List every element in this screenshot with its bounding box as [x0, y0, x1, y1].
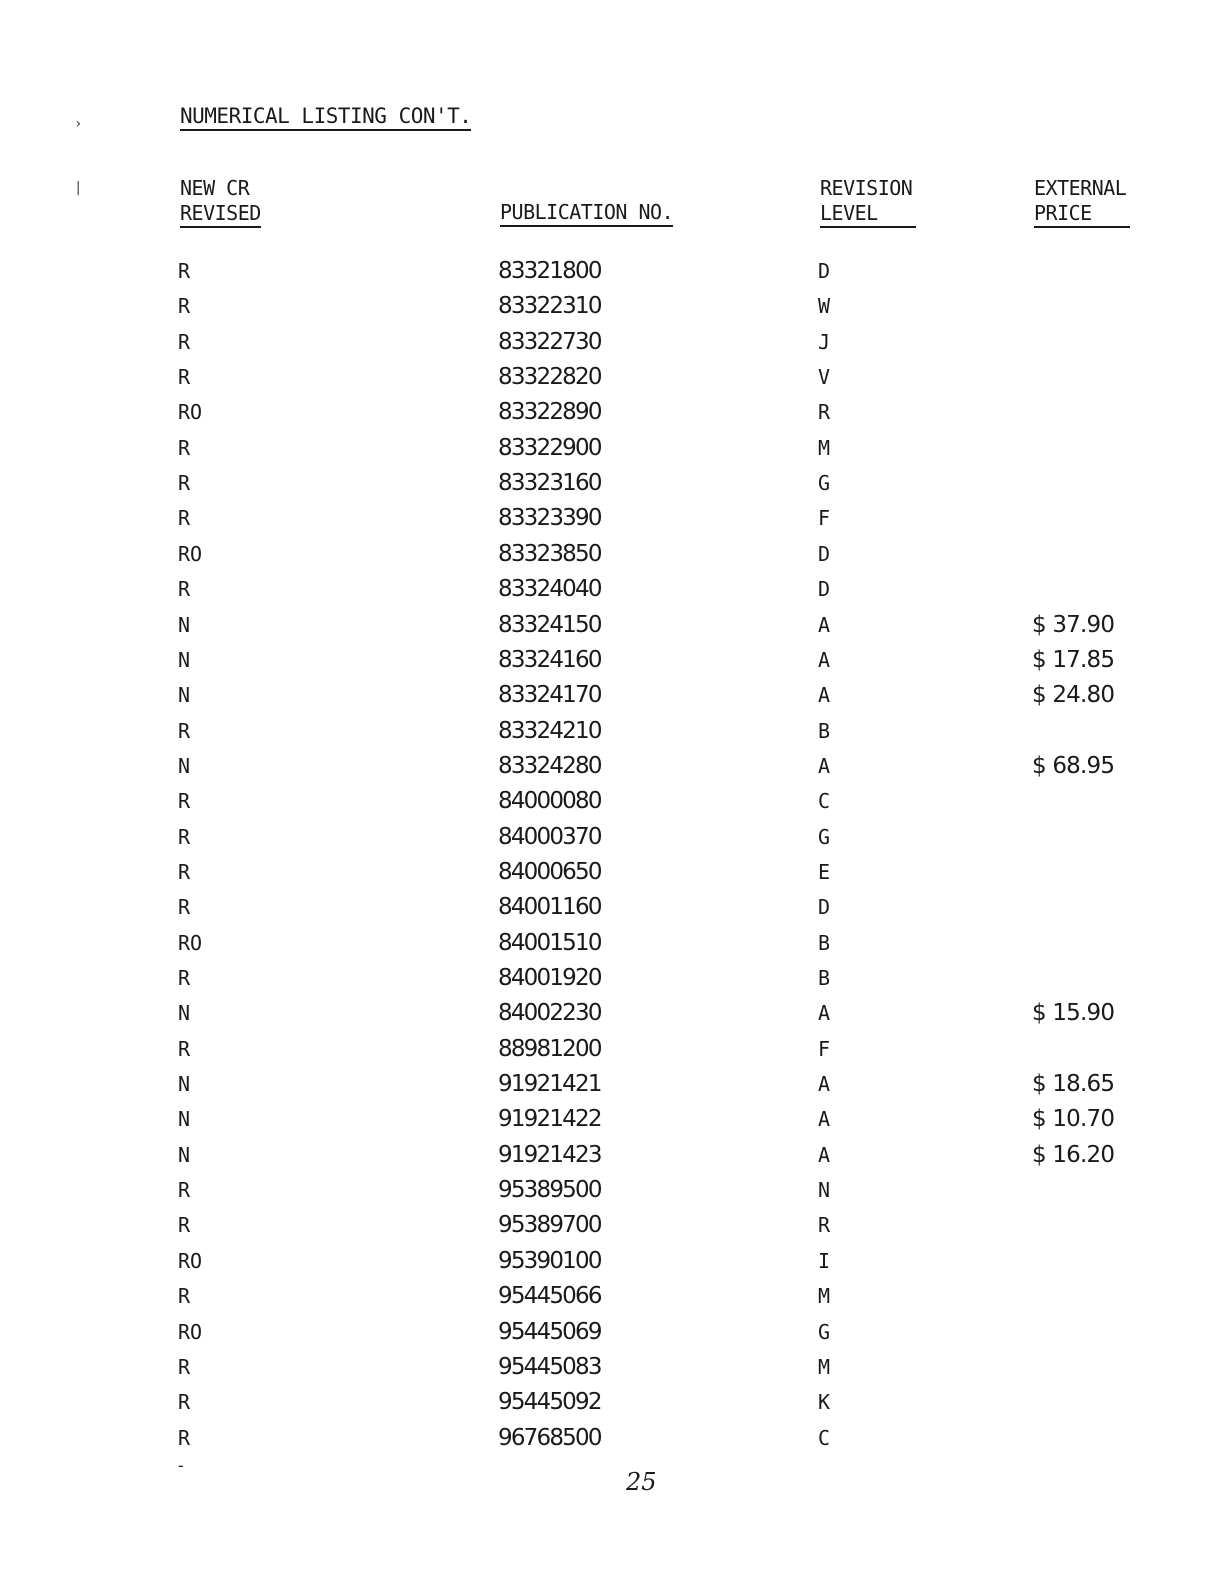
table-row [0, 433, 1224, 468]
revision-level-cell: C [818, 789, 831, 814]
table-row [0, 892, 1224, 927]
revision-level-cell: M [818, 1354, 831, 1379]
external-price-cell: $ 10.70 [1032, 1106, 1115, 1133]
external-price-cell: $ 15.90 [1032, 1000, 1115, 1027]
publication-number-cell: 83322730 [498, 328, 601, 355]
status-cell: R [178, 895, 191, 920]
publication-number-cell: 95445066 [498, 1283, 601, 1310]
publication-number-cell: 83322890 [498, 399, 601, 426]
revision-level-cell: R [818, 1213, 831, 1238]
table-row [0, 327, 1224, 362]
revision-level-cell: K [818, 1390, 831, 1415]
revision-level-cell: A [818, 647, 831, 672]
revision-level-cell: A [818, 1001, 831, 1026]
table-row [0, 468, 1224, 503]
header-text: REVISION [820, 176, 913, 200]
revision-level-cell: A [818, 753, 831, 778]
publication-number-cell: 84000080 [498, 788, 601, 815]
table-row [0, 1140, 1224, 1175]
margin-dash: - [176, 1456, 186, 1475]
header-text: PUBLICATION NO. [500, 200, 673, 227]
publication-number-cell: 83323160 [498, 470, 601, 497]
table-row [0, 998, 1224, 1033]
status-cell: RO [178, 541, 203, 566]
publication-number-cell: 84001920 [498, 965, 601, 991]
status-cell: N [178, 1107, 191, 1132]
status-cell: R [178, 1213, 191, 1238]
header-external-price [1034, 176, 1130, 228]
external-price-cell: $ 18.65 [1032, 1071, 1115, 1098]
publication-number-cell: 95389700 [498, 1212, 601, 1239]
status-cell: N [178, 683, 191, 708]
revision-level-cell: R [818, 400, 831, 425]
revision-level-cell: M [818, 1284, 831, 1309]
status-cell: R [178, 859, 191, 884]
status-cell: R [178, 577, 191, 602]
external-price-cell: $ 16.20 [1032, 1141, 1115, 1168]
table-row [0, 1423, 1224, 1458]
publication-number-cell: 88981200 [498, 1035, 601, 1062]
status-cell: R [178, 329, 191, 354]
status-cell: R [178, 506, 191, 531]
external-price-cell: $ 17.85 [1032, 646, 1115, 673]
revision-level-cell: D [818, 577, 831, 602]
external-price-cell: $ 37.90 [1032, 611, 1115, 638]
publication-number-cell: 83322310 [498, 293, 601, 320]
status-cell: RO [178, 400, 203, 425]
table-row [0, 291, 1224, 326]
publication-number-cell: 83324170 [498, 682, 601, 709]
publication-number-cell: 83321800 [498, 258, 601, 284]
table-row [0, 1175, 1224, 1210]
publication-number-cell: 84001510 [498, 929, 601, 956]
publication-number-cell: 96768500 [498, 1424, 601, 1451]
revision-level-cell: W [818, 294, 831, 319]
revision-level-cell: G [818, 1319, 831, 1344]
status-cell: R [178, 471, 191, 496]
status-cell: R [178, 1178, 191, 1203]
revision-level-cell: F [818, 506, 831, 531]
publication-number-cell: 95445092 [498, 1389, 601, 1416]
table-row [0, 256, 1224, 291]
revision-level-cell: B [818, 930, 831, 955]
page-number: 25 [626, 1468, 657, 1496]
page-title: NUMERICAL LISTING CON'T. [180, 104, 471, 131]
status-cell: N [178, 1001, 191, 1026]
revision-level-cell: F [818, 1036, 831, 1061]
revision-level-cell: M [818, 435, 831, 460]
publication-number-cell: 83323390 [498, 505, 601, 532]
publication-number-cell: 83322820 [498, 364, 601, 391]
revision-level-cell: C [818, 1425, 831, 1450]
status-cell: N [178, 1142, 191, 1167]
publication-number-cell: 84000650 [498, 858, 601, 885]
revision-level-cell: A [818, 1072, 831, 1097]
revision-level-cell: N [818, 1178, 831, 1203]
publication-number-cell: 91921421 [498, 1071, 601, 1098]
status-cell: RO [178, 930, 203, 955]
status-cell: R [178, 259, 191, 283]
publication-number-cell: 83324150 [498, 611, 601, 638]
header-text: NEW CR [180, 176, 250, 200]
revision-level-cell: A [818, 1107, 831, 1132]
status-cell: R [178, 1390, 191, 1415]
status-cell: N [178, 612, 191, 637]
table-row [0, 786, 1224, 821]
publication-number-cell: 91921422 [498, 1106, 601, 1133]
revision-level-cell: D [818, 541, 831, 566]
revision-level-cell: A [818, 1142, 831, 1167]
publication-number-cell: 83324210 [498, 717, 601, 744]
status-cell: R [178, 824, 191, 849]
publication-number-cell: 83324160 [498, 646, 601, 673]
external-price-cell: $ 68.95 [1032, 752, 1115, 779]
table-row [0, 397, 1224, 432]
status-cell: RO [178, 1248, 203, 1273]
status-cell: R [178, 718, 191, 743]
publication-number-cell: 83323850 [498, 540, 601, 567]
revision-level-cell: B [818, 718, 831, 743]
publication-number-cell: 95445083 [498, 1353, 601, 1380]
revision-level-cell: E [818, 859, 831, 884]
table-row [0, 539, 1224, 574]
publication-number-cell: 95389500 [498, 1177, 601, 1204]
revision-level-cell: A [818, 683, 831, 708]
table-row [0, 1104, 1224, 1139]
external-price-cell: $ 24.80 [1032, 682, 1115, 709]
status-cell: N [178, 1072, 191, 1097]
status-cell: N [178, 647, 191, 672]
table-row [0, 963, 1224, 998]
table-row [0, 1034, 1224, 1069]
table-row [0, 1281, 1224, 1316]
publication-number-cell: 84002230 [498, 1000, 601, 1027]
header-revision-level [820, 176, 916, 228]
status-cell: R [178, 435, 191, 460]
table-row [0, 645, 1224, 680]
revision-level-cell: I [818, 1248, 831, 1273]
header-text: EXTERNAL [1034, 176, 1127, 200]
header-text: REVISED [180, 201, 261, 228]
status-cell: N [178, 753, 191, 778]
publication-number-cell: 84001160 [498, 894, 601, 921]
table-row [0, 610, 1224, 645]
revision-level-cell: D [818, 895, 831, 920]
table-row [0, 1246, 1224, 1281]
status-cell: R [178, 1425, 191, 1450]
status-cell: R [178, 294, 191, 319]
table-row [0, 857, 1224, 892]
header-text: LEVEL [820, 201, 916, 228]
status-cell: R [178, 1036, 191, 1061]
table-row [0, 680, 1224, 715]
table-row [0, 574, 1224, 609]
status-cell: R [178, 1354, 191, 1379]
table-row [0, 716, 1224, 751]
table-row [0, 503, 1224, 538]
table-row [0, 751, 1224, 786]
status-cell: R [178, 1284, 191, 1309]
table-row [0, 1210, 1224, 1245]
publication-number-cell: 83324040 [498, 576, 601, 603]
publication-number-cell: 84000370 [498, 823, 601, 850]
margin-mark: | [74, 180, 83, 196]
revision-level-cell: G [818, 824, 831, 849]
publication-number-cell: 83322900 [498, 434, 601, 461]
header-text: PRICE [1034, 201, 1130, 228]
publication-number-cell: 95445069 [498, 1318, 601, 1345]
header-publication-no [500, 200, 673, 227]
publication-number-cell: 83324280 [498, 752, 601, 779]
header-new-cr-revised [180, 176, 261, 228]
status-cell: R [178, 789, 191, 814]
table-row [0, 928, 1224, 963]
table-row [0, 1387, 1224, 1422]
revision-level-cell: G [818, 471, 831, 496]
table-row [0, 1069, 1224, 1104]
table-row [0, 822, 1224, 857]
publication-number-cell: 91921423 [498, 1141, 601, 1168]
table-row [0, 1352, 1224, 1387]
status-cell: R [178, 966, 191, 990]
status-cell: R [178, 365, 191, 390]
revision-level-cell: B [818, 966, 831, 990]
publication-number-cell: 95390100 [498, 1247, 601, 1274]
revision-level-cell: A [818, 612, 831, 637]
revision-level-cell: J [818, 329, 831, 354]
margin-mark: › [74, 116, 83, 132]
revision-level-cell: V [818, 365, 831, 390]
revision-level-cell: D [818, 259, 831, 283]
table-row [0, 1317, 1224, 1352]
status-cell: RO [178, 1319, 203, 1344]
table-row [0, 362, 1224, 397]
